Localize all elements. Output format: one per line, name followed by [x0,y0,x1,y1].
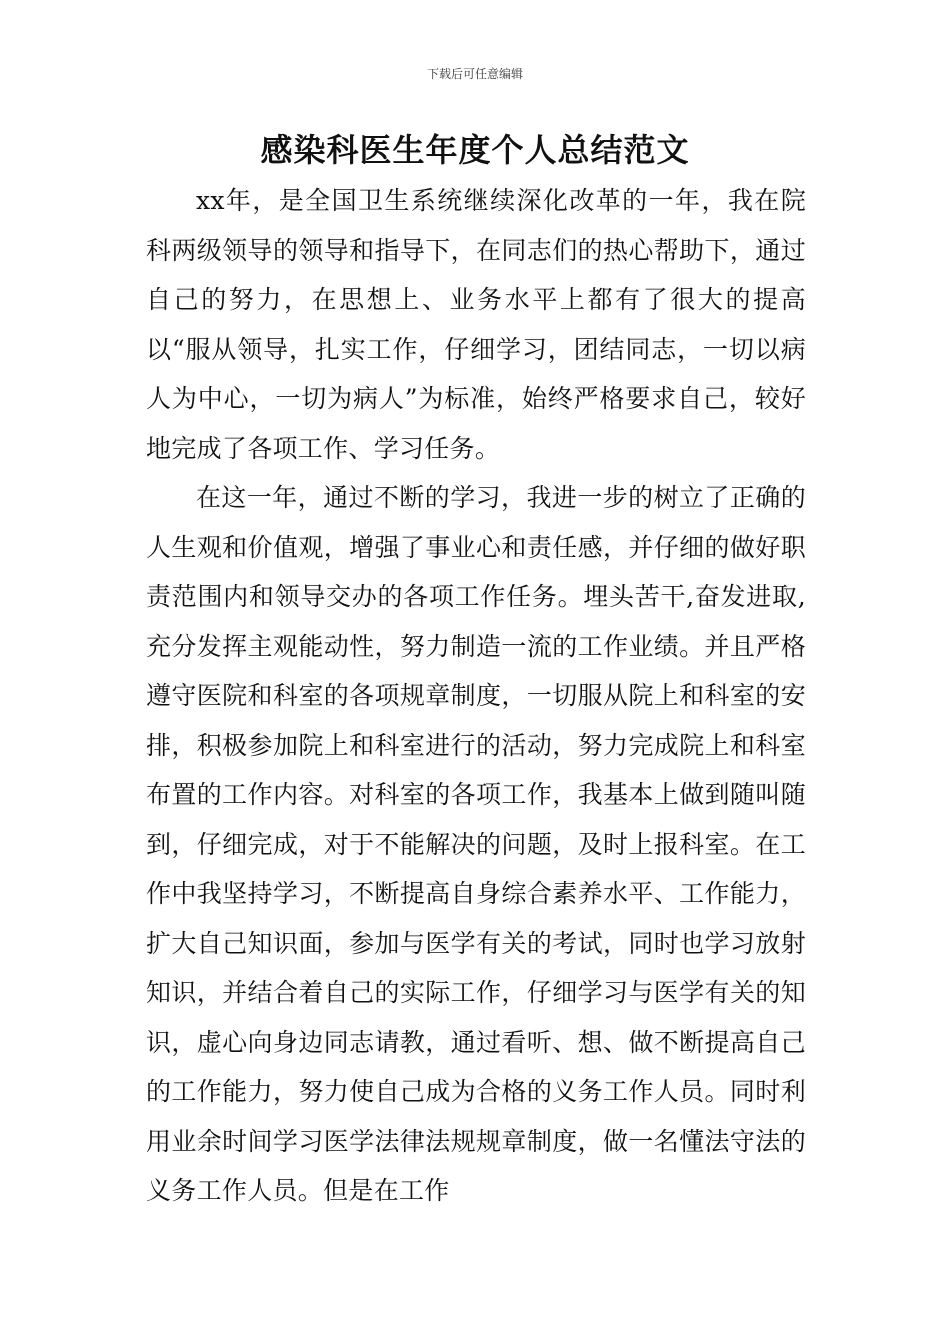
paragraph-2: 在这一年，通过不断的学习，我进一步的树立了正确的人生观和价值观，增强了事业心和责任感，并仔细的做好职责范围内和领导交办的各项工作任务。埋头苦干,奋发进取,充分发挥主观能动性，努力制造一流的工作业绩。并且严格遵守医院和科室的各项规章制度，一切服从院上和科室的安排，积极参加院上和科室进行的活动，努力完成院上和科室布置的工作内容。对科室的各项工作，我基本上做到随叫随到，仔细完成，对于不能解决的问题，及时上报科室。在工作中我坚持学习，不断提高自身综合素养水平、工作能力，扩大自己知识面，参加与医学有关的考试，同时也学习放射知识，并结合着自己的实际工作，仔细学习与医学有关的知识，虚心向身边同志请教，通过看听、想、做不断提高自己的工作能力，努力使自己成为合格的义务工作人员。同时利用业余时间学习医学法律法规规章制度，做一名懂法守法的义务工作人员。但是在工作 [146,483,806,1205]
document-body [146,176,806,1216]
document-title: 感染科医生年度个人总结范文 [260,131,690,169]
paragraph-1: xx年，是全国卫生系统继续深化改革的一年，我在院科两级领导的领导和指导下，在同志们的热心帮助下，通过自己的努力，在思想上、业务水平上都有了很大的提高以“服从领导，扎实工作，仔细学习，团结同志，一切以病人为中心，一切为病人”为标准，始终严格要求自己，较好地完成了各项工作、学习任务。 [146,186,806,463]
header-note: 下载后可任意编辑 [426,67,523,81]
